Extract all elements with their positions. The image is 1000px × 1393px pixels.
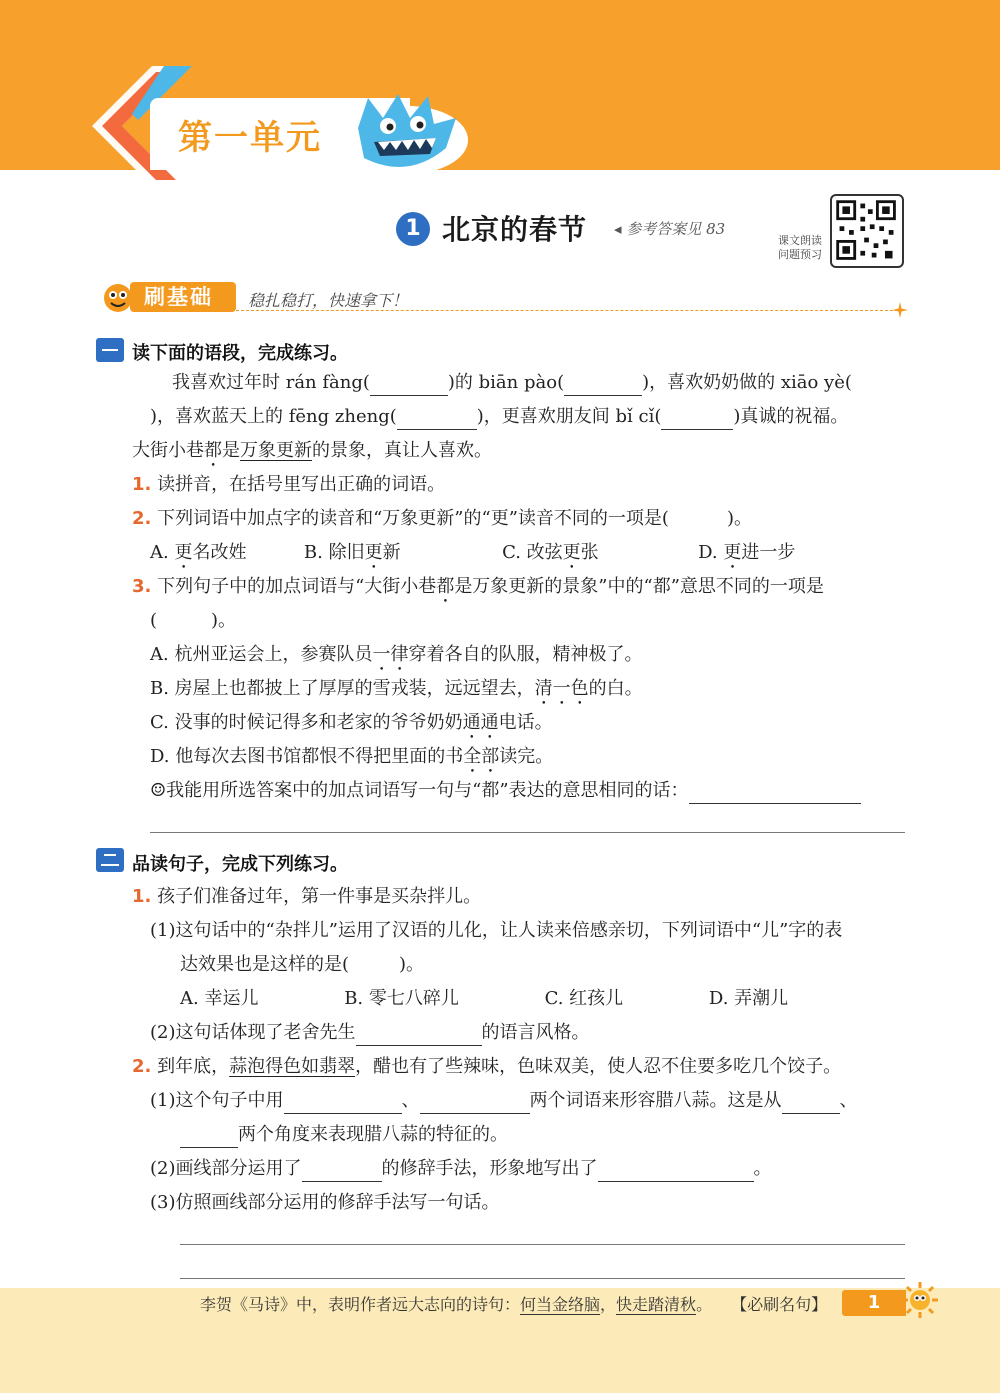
page-number: 1 [842,1290,906,1316]
option-d[interactable]: D. 更进一步 [698,542,796,563]
basics-label: 刷基础 [130,282,236,312]
option-b[interactable]: B. 除旧更新 [303,542,401,563]
question-3-paren: ( )。 [150,610,237,631]
sun-mascot-icon [900,1280,940,1320]
lesson-number-badge: 1 [396,212,430,246]
s2-q2-part1-cont: 两个角度来表现腊八蒜的特征的。 [180,1122,508,1148]
answer-line[interactable] [180,1278,905,1279]
question-3-option-c[interactable]: C. 没事的时候记得多和老家的爷爷奶奶通通电话。 [150,712,553,733]
question-2: 2. 下列词语中加点字的读音和“万象更新”的“更”读音不同的一项是( )。 [132,508,752,529]
answer-line[interactable] [150,832,905,833]
smile-icon: ☺ [150,780,167,801]
section-one-title: 读下面的语段，完成练习。 [132,343,348,364]
option-a[interactable]: A. 幸运儿 [180,988,259,1009]
divider [236,310,898,311]
basics-banner [100,280,906,316]
qr-label-line-1: 课文朗读 [778,234,822,247]
s2-q2-part3: (3)仿照画线部分运用的修辞手法写一句话。 [150,1192,500,1213]
s2-q1-part1: (1)这句话中的“杂拌儿”运用了汉语的儿化，让人读来倍感亲切，下列词语中“儿”字的表 [150,920,843,941]
s2-q1-part1-cont: 达效果也是这样的是( )。 [180,954,425,975]
answer-line[interactable] [180,1244,905,1245]
s2-question-2: 2. 到年底，蒜泡得色如翡翠，醋也有了些辣味，色味双美，使人忍不住要多吃几个饺子。 [132,1056,842,1077]
question-3: 3. 下列句子中的加点词语与“大街小巷都是万象更新的景象”中的“都”意思不同的一项是 [132,576,824,597]
passage-line-2: )，喜欢蓝天上的 fēng zheng( )，更喜欢朋友间 bǐ cǐ( )真诚的祝福。 [150,404,848,430]
question-1: 1. 读拼音，在括号里写出正确的词语。 [132,474,446,495]
monster-mascot-icon [338,88,478,178]
lesson-title: 北京的春节 [442,213,588,246]
question-3-option-b[interactable]: B. 房屋上也都披上了厚厚的雪戎装，远远望去，清一色的白。 [150,678,643,699]
passage-line-3: 大街小巷都是万象更新的景象，真让人喜欢。 [132,440,492,461]
footer-quote: 李贺《马诗》中，表明作者远大志向的诗句：何当金络脑，快走踏清秋。 【必刷名句】 [200,1295,828,1314]
question-3-option-a[interactable]: A. 杭州亚运会上，参赛队员一律穿着各自的队服，精神极了。 [150,644,643,665]
question-3-write: ☺我能用所选答案中的加点词语写一句与“都”表达的意思相同的话： [150,778,861,804]
option-c[interactable]: C. 改弦更张 [502,542,599,563]
section-two-title: 品读句子，完成下列练习。 [132,854,348,875]
s2-q2-part2: (2)画线部分运用了 的修辞手法，形象地写出了 。 [150,1156,772,1182]
qr-label-line-2: 问题预习 [778,248,822,261]
sparkle-icon [892,302,908,318]
s2-q2-part1: (1)这个句子中用 、 两个词语来形容腊八蒜。这是从 、 [150,1088,858,1114]
answer-reference: ◂ 参考答案见 83 [614,220,726,238]
section-one-badge [96,338,124,362]
basics-slogan: 稳扎稳打，快速拿下！ [248,291,409,310]
option-a[interactable]: A. 更名改姓 [150,542,247,563]
s2-question-1: 1. 孩子们准备过年，第一件事是买杂拌儿。 [132,886,482,907]
question-3-option-d[interactable]: D. 他每次去图书馆都恨不得把里面的书全部读完。 [150,746,554,767]
s2-q1-options [180,986,788,1012]
unit-title: 第一单元 [178,118,322,158]
footer-tag: 【必刷名句】 [731,1295,828,1314]
qr-code-icon[interactable] [830,194,904,268]
option-b[interactable]: B. 零七八碎儿 [344,988,459,1009]
section-two-badge [96,848,124,872]
question-2-options [150,540,795,573]
s2-q1-part2: (2)这句话体现了老舍先生 的语言风格。 [150,1020,590,1046]
qr-label [778,234,830,262]
option-d[interactable]: D. 弄潮儿 [708,988,789,1009]
option-c[interactable]: C. 红孩儿 [544,988,624,1009]
passage-line-1: 我喜欢过年时 rán fàng( )的 biān pào( )，喜欢奶奶做的 xiāo yè( [172,370,852,396]
